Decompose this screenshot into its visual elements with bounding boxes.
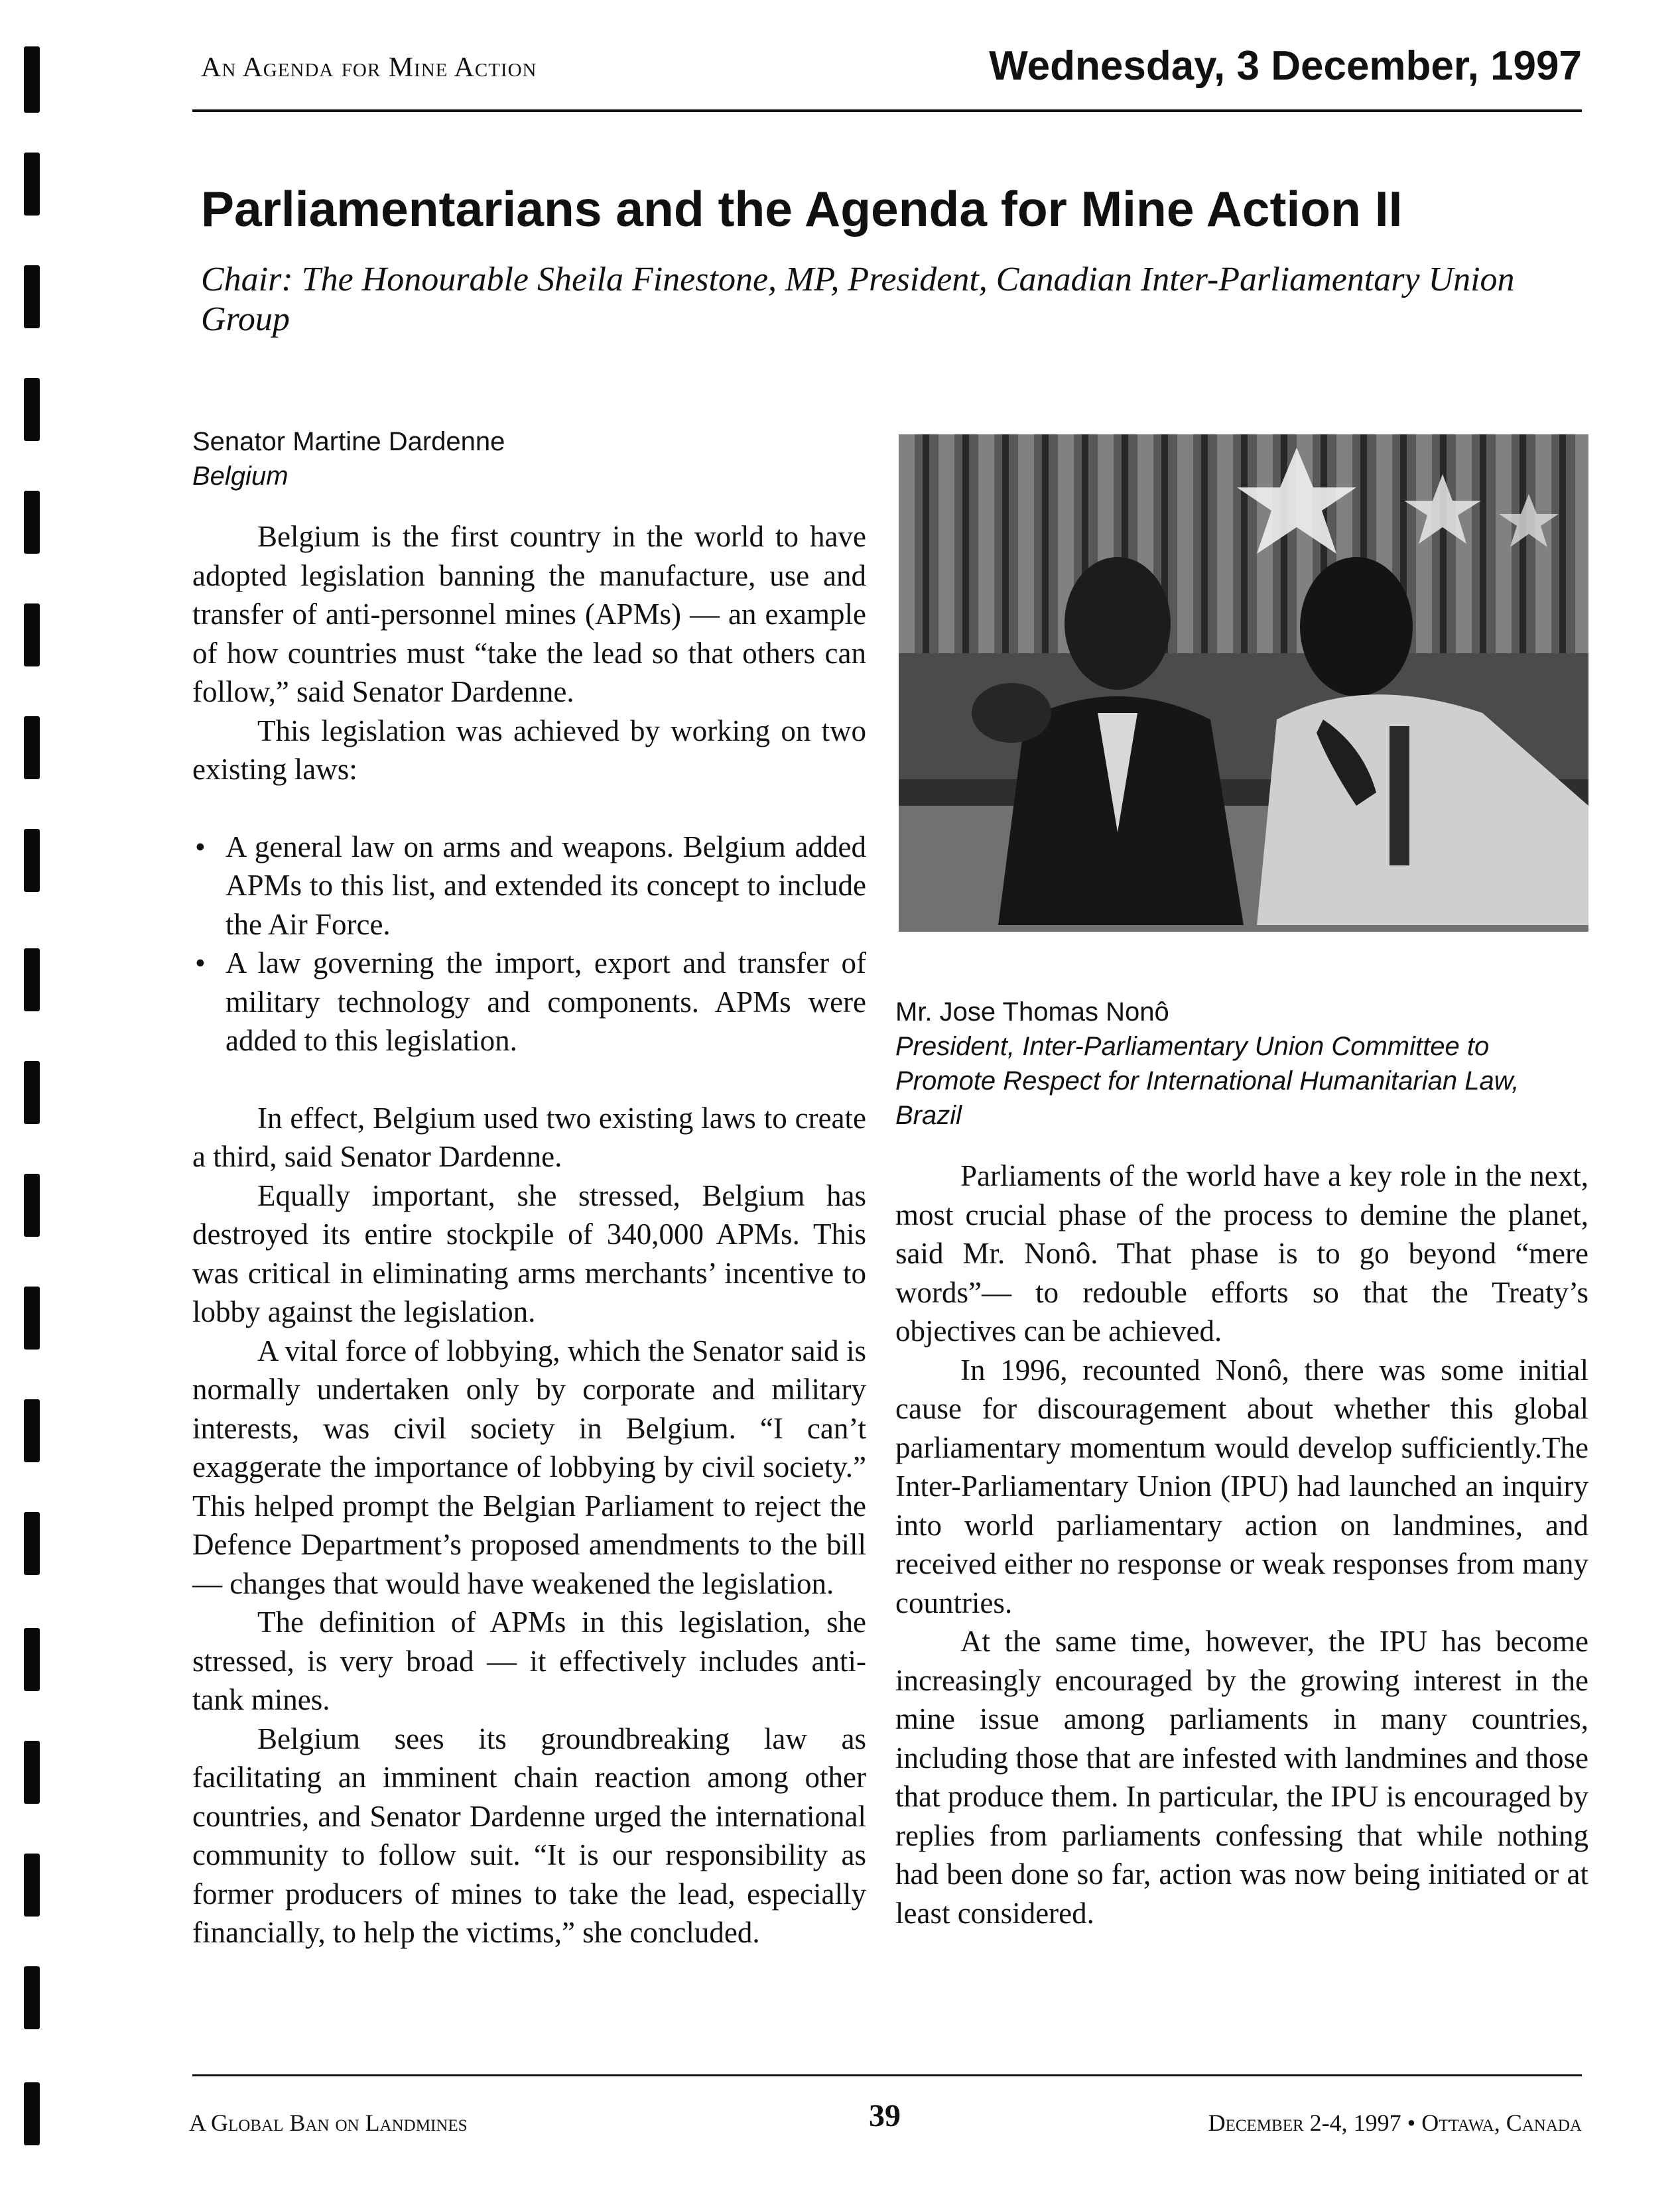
binding-mark (24, 716, 40, 779)
binding-mark (24, 265, 40, 328)
list-item (192, 944, 866, 1060)
binding-mark (24, 153, 40, 216)
speaker-block (192, 424, 866, 493)
binding-mark (24, 1512, 40, 1575)
binding-mark (24, 46, 40, 113)
body-paragraph: This legislation was achieved by working on two existing laws: (192, 714, 866, 786)
left-column (192, 424, 866, 1952)
binding-mark (24, 829, 40, 892)
bullet-list (192, 828, 866, 1060)
body-paragraph: Belgium sees its groundbreaking law as facilitating an imminent chain reaction among other countries, and Senator Dardenne urged the international community to follow suit. “It is our responsibility as former producers of mines to take the lead, especially financially, to help the victims,” she concluded. (192, 1722, 866, 1949)
list-item (192, 828, 866, 944)
binding-mark (24, 603, 40, 666)
list-item-text: A general law on arms and weapons. Belgium added APMs to this list, and extended its concept to include the Air Force. (226, 830, 866, 941)
meeting-photo-icon (899, 434, 1588, 932)
body-paragraph: At the same time, however, the IPU has become increasingly encouraged by the growing interest in the mine issue among parliaments in many countries, including those that are infested with landmines and those that produce them. In particular, the IPU is encouraged by replies from parliaments confessing that while nothing had been done so far, action was now being initiated or at least considered. (895, 1625, 1588, 1930)
photo-image (899, 434, 1588, 932)
footer-left: A Global Ban on Landmines (189, 2110, 468, 2136)
binding-mark (24, 1854, 40, 1917)
right-column (895, 995, 1588, 1932)
speaker-name: Mr. Jose Thomas Nonô (895, 997, 1169, 1027)
binding-mark (24, 1287, 40, 1350)
body-paragraph: Parliaments of the world have a key role in the next, most crucial phase of the process to demine the planet, said Mr. Nonô. That phase is to go beyond “mere words”— to redouble efforts so that the Treaty’s objectives can be achieved. (895, 1159, 1588, 1348)
body-paragraph: Equally important, she stressed, Belgium has destroyed its entire stockpile of 340,000 APMs. This was critical in eliminating arms merchants’ incentive to lobby against the legislation. (192, 1178, 866, 1328)
spacer (192, 789, 866, 828)
list-item-text: A law governing the import, export and transfer of military technology and components. APMs were added to this legislation. (226, 946, 866, 1057)
binding-mark (24, 2082, 40, 2145)
binding-mark (24, 1061, 40, 1124)
body-paragraph: The definition of APMs in this legislation, she stressed, is very broad — it effectively includes anti-tank mines. (192, 1606, 866, 1716)
running-title: An Agenda for Mine Action (201, 52, 537, 83)
body-paragraph: In 1996, recounted Nonô, there was some initial cause for discouragement about whether this global parliamentary momentum would develop sufficiently.The Inter-Parliamentary Union (IPU) had launched an inquiry into world parliamentary action on landmines, and received either no response or weak responses from many countries. (895, 1353, 1588, 1619)
speaker-affiliation: President, Inter-Parliamentary Union Committee to Promote Respect for International Humanitarian Law, Brazil (895, 1032, 1519, 1130)
footer-rule (192, 2074, 1582, 2076)
binding-mark (24, 1628, 40, 1691)
body-paragraph: A vital force of lobbying, which the Senator said is normally undertaken only by corporate and military interests, was civil society in Belgium. “I can’t exaggerate the importance of lobbying by civil society.” This helped prompt the Belgian Parliament to reject the Defence Department’s proposed amendments to the bill — changes that would have weakened the legislation. (192, 1334, 866, 1600)
header-rule (192, 109, 1582, 112)
speaker-affiliation: Belgium (192, 462, 289, 491)
header-date: Wednesday, 3 December, 1997 (989, 43, 1582, 89)
binding-mark (24, 1174, 40, 1237)
speaker-block (895, 995, 1588, 1133)
article-title: Parliamentarians and the Agenda for Mine Action II (201, 181, 1403, 237)
article-chair: Chair: The Honourable Sheila Finestone, MP, President, Canadian Inter-Parliamentary Union Group (201, 261, 1515, 338)
binding-mark (24, 1966, 40, 2029)
spacer (192, 1060, 866, 1099)
binding-mark (24, 1399, 40, 1462)
footer-right: December 2-4, 1997 • Ottawa, Canada (1208, 2110, 1582, 2136)
body-paragraph: In effect, Belgium used two existing laws to create a third, said Senator Dardenne. (192, 1101, 866, 1173)
speaker-name: Senator Martine Dardenne (192, 427, 505, 456)
binding-mark (24, 491, 40, 554)
binding-mark (24, 948, 40, 1011)
page-number: 39 (869, 2098, 901, 2133)
binding-mark (24, 1741, 40, 1804)
binding-mark (24, 378, 40, 441)
bullet-icon: • (195, 946, 206, 979)
bullet-icon: • (195, 830, 206, 863)
body-paragraph: Belgium is the first country in the world to have adopted legislation banning the manufacture, use and transfer of anti-personnel mines (APMs) — an example of how countries must “take the lead so that others can follow,” said Senator Dardenne. (192, 520, 866, 708)
